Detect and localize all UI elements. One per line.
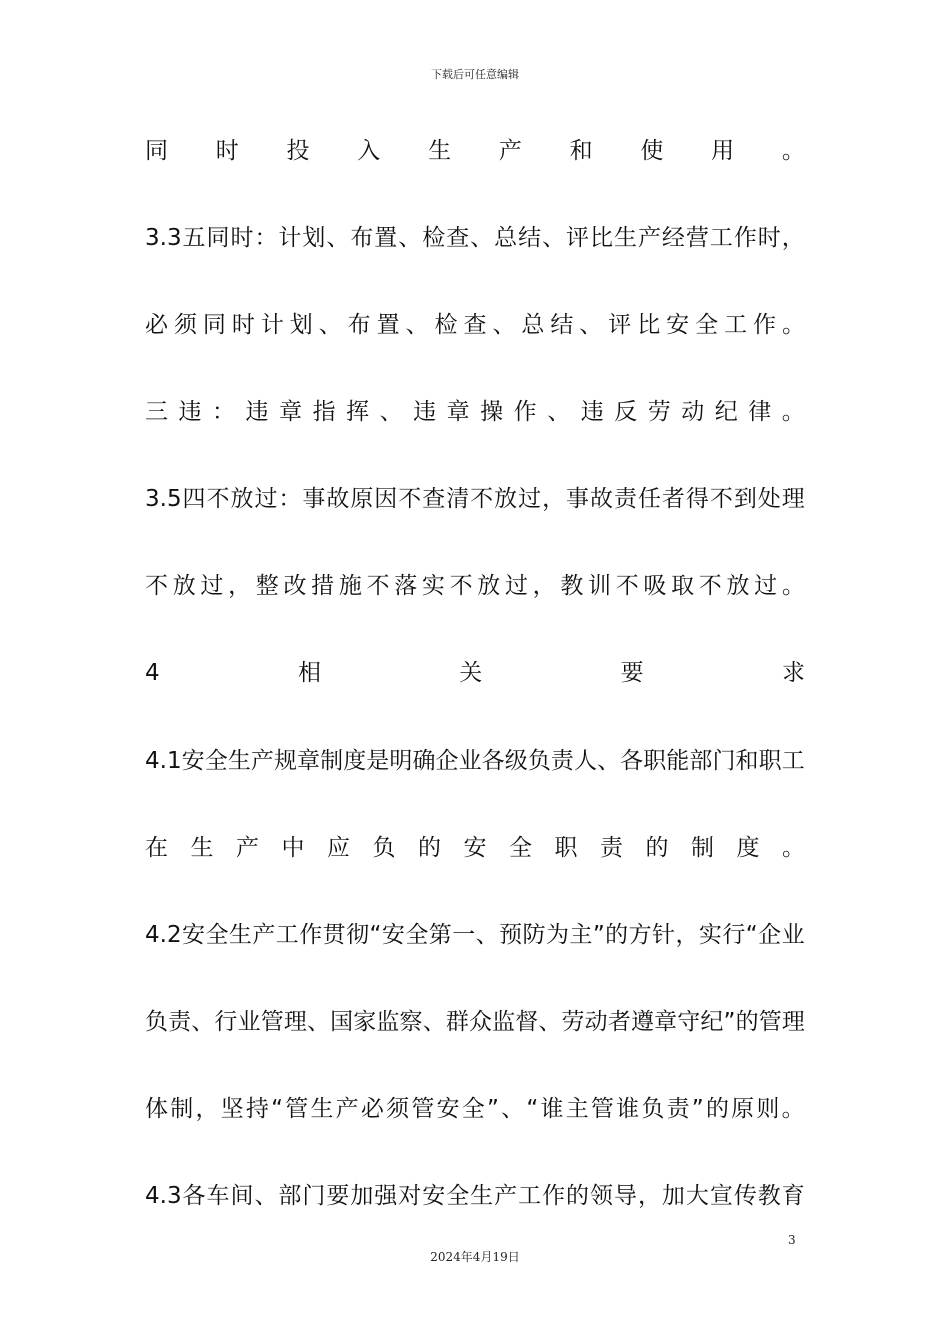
text-line-13: 4.3 各 车 间 、 部 门 要 加 强 对 安 全 生 产 工 作 的 领 导 ， 加 大 宣 传 教 育 xyxy=(145,1183,805,1209)
header-note: 下载后可任意编辑 xyxy=(431,68,519,81)
text-line-12: 体 制 ， 坚 持 “ 管 生 产 必 须 管 安 全 ” 、 “ 谁 主 管 谁 负 责 ” 的 原 则 。 xyxy=(145,1096,805,1122)
page-number: 3 xyxy=(788,1233,796,1247)
text-line-2: 3.3 五 同 时 ： 计 划 、 布 置 、 检 查 、 总 结 、 评 比 生 产 经 营 工 作 时 ， xyxy=(145,225,805,251)
footer-date: 2024年4月19日 xyxy=(430,1250,520,1264)
text-line-3: 必 须 同 时 计 划 、 布 置 、 检 查 、 总 结 、 评 比 安 全 工 作 。 xyxy=(145,312,805,338)
text-line-4: 三 违 ： 违 章 指 挥 、 违 章 操 作 、 违 反 劳 动 纪 律 。 xyxy=(145,399,805,425)
text-line-11: 负 责 、 行 业 管 理 、 国 家 监 察 、 群 众 监 督 、 劳 动 者 遵 章 守 纪 ” 的 管 理 xyxy=(145,1009,805,1035)
text-line-10: 4.2 安 全 生 产 工 作 贯 彻 “ 安 全 第 一 、 预 防 为 主 ” 的 方 针 ， 实 行 “ 企 业 xyxy=(145,922,805,948)
text-line-1: 同 时 投 入 生 产 和 使 用 。 xyxy=(145,138,805,164)
section-heading: 4 相 关 要 求 xyxy=(145,660,805,686)
text-line-5: 3.5 四 不 放 过 ： 事 故 原 因 不 查 清 不 放 过 ， 事 故 责 任 者 得 不 到 处 理 xyxy=(145,486,805,512)
text-line-8: 4.1 安 全 生 产 规 章 制 度 是 明 确 企 业 各 级 负 责 人 、 各 职 能 部 门 和 职 工 xyxy=(145,748,805,774)
text-line-6: 不 放 过 ， 整 改 措 施 不 落 实 不 放 过 ， 教 训 不 吸 取 不 放 过 。 xyxy=(145,573,805,599)
text-line-9: 在 生 产 中 应 负 的 安 全 职 责 的 制 度 。 xyxy=(145,835,805,861)
